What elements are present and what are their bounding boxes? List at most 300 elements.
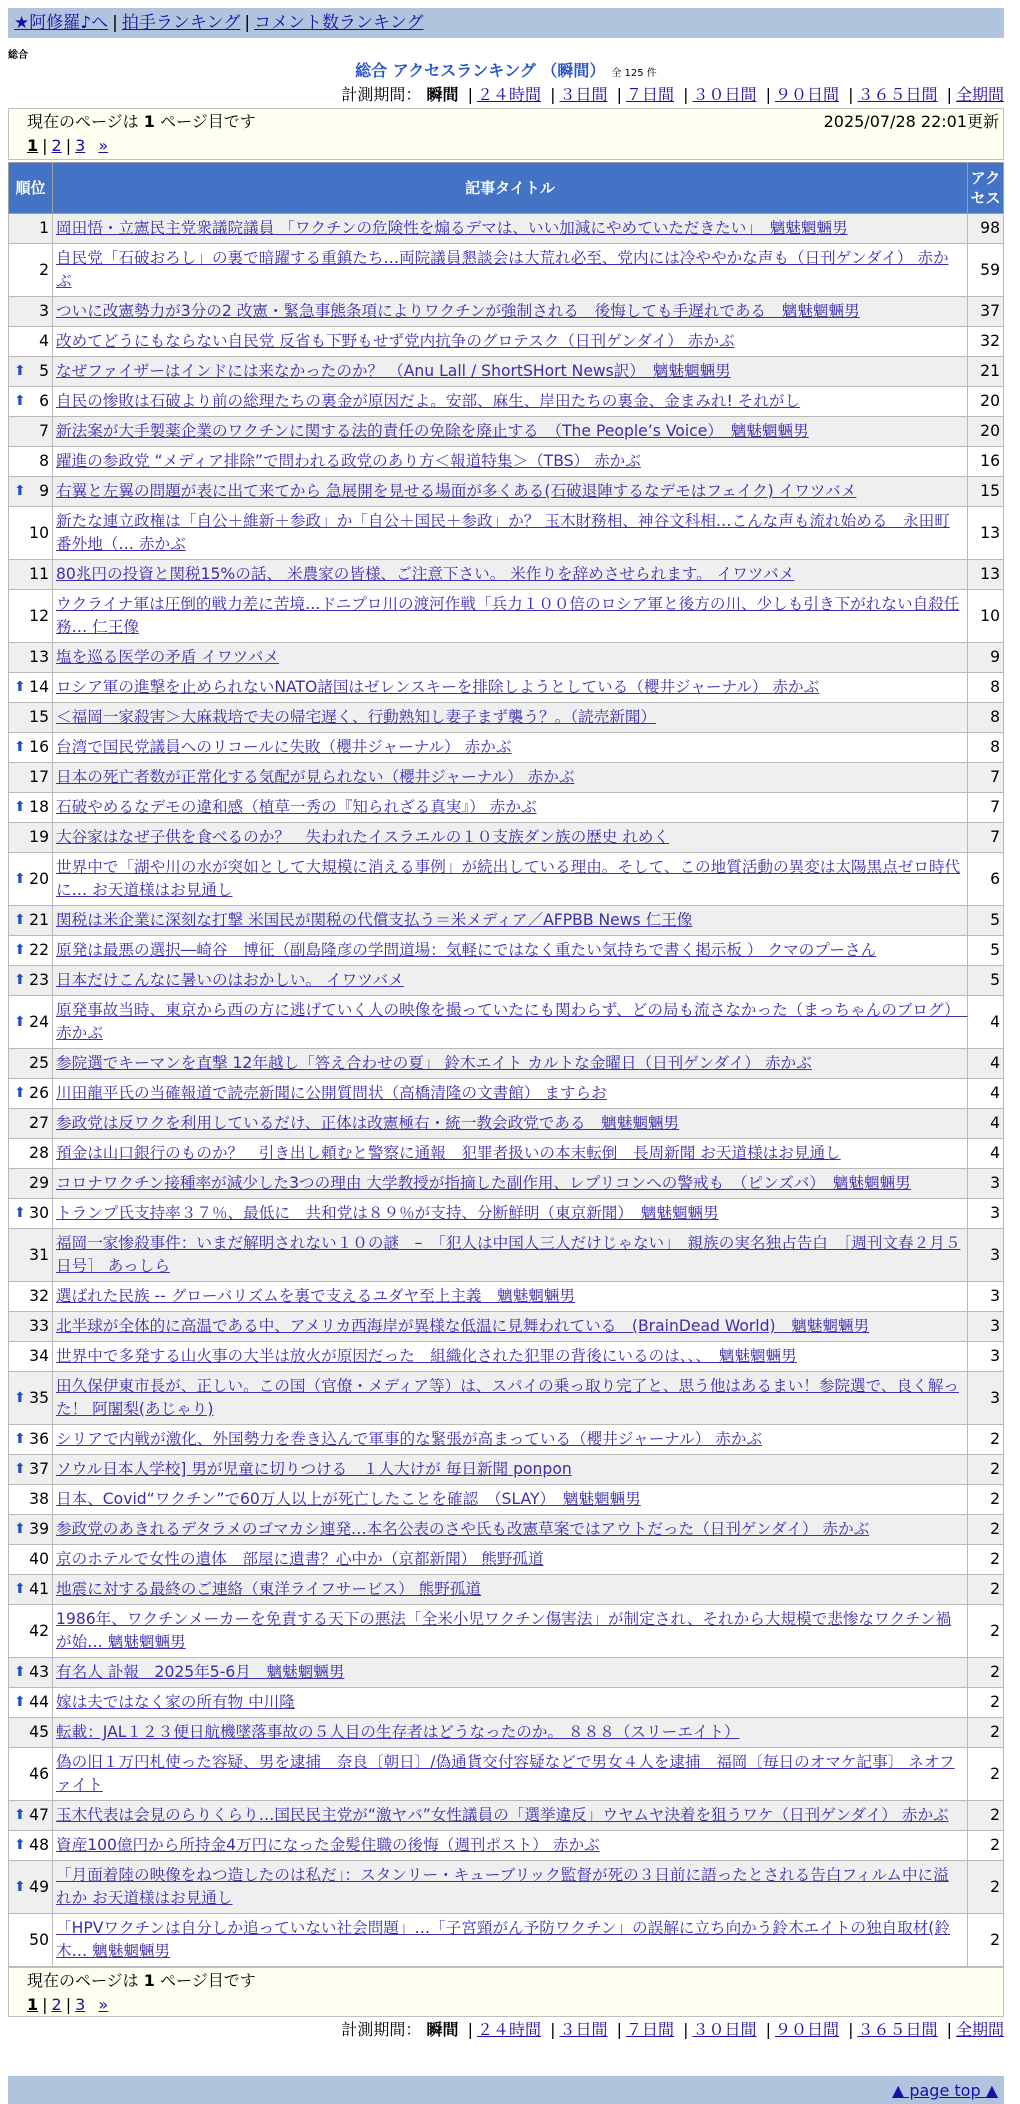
article-title-link[interactable]: 福岡一家惨殺事件：いまだ解明されない１０の謎 – 「犯人は中国人三人だけじゃない」 親族の実名独占告白 ［週刊文春２月５日号］ あっしら: [56, 1234, 961, 1275]
ranking-table: [8, 162, 1004, 1967]
article-title-link[interactable]: 選ばれた民族 -- グローバリズムを裏で支えるユダヤ至上主義 魑魅魍魎男: [56, 1287, 576, 1305]
article-title-link[interactable]: 田久保伊東市長が、正しい。この国（官僚・メディア等）は、スパイの乗っ取り完了と、思う他はあるまい！参院選で、良く解った！ 阿闍梨(あじゃり): [56, 1377, 959, 1418]
up-arrow-icon: ⬆: [14, 1461, 26, 1477]
access-count: 3: [968, 1199, 1004, 1229]
rank-cell: [9, 297, 53, 327]
title-cell: [53, 1169, 968, 1199]
table-row: [9, 1861, 1004, 1914]
rank-cell: [9, 1831, 53, 1861]
title-cell: [53, 1455, 968, 1485]
title-cell: [53, 387, 968, 417]
article-title-link[interactable]: 石破やめるなデモの違和感（植草一秀の『知られざる真実』） 赤かぶ: [56, 798, 537, 816]
up-arrow-icon: ⬆: [14, 1431, 26, 1447]
title-cell: [53, 1282, 968, 1312]
rank-number: 33: [29, 1317, 49, 1335]
category-label: 総合: [8, 50, 28, 61]
rank-cell: [9, 357, 53, 387]
title-cell: [53, 1485, 968, 1515]
table-row: [9, 1229, 1004, 1282]
title-cell: [53, 1914, 968, 1967]
period-selector-top: 計測期間： 瞬間 | ２４時間 | ３日間 | ７日間 | ３０日間 | ９０日間 | ３６５日間 | 全期間: [341, 85, 1004, 104]
top-nav-bar: [8, 8, 1004, 38]
table-row: [9, 590, 1004, 643]
table-row: [9, 417, 1004, 447]
next-page-link[interactable]: »: [98, 1995, 109, 2014]
article-title-link[interactable]: 関税は米企業に深刻な打撃 米国民が関税の代償支払う＝米メディア／AFPBB News 仁王像: [56, 911, 693, 929]
article-title-link[interactable]: 参政党は反ワクを利用しているだけ、正体は改憲極右・統一教会政党である 魑魅魍魎男: [56, 1114, 680, 1132]
article-title-link[interactable]: 世界中で多発する山火事の大半は放火が原因だった 組織化された犯罪の背後にいるのは、、、 魑魅魍魎男: [56, 1347, 797, 1365]
title-cell: [53, 1372, 968, 1425]
rank-number: 21: [29, 911, 49, 929]
access-count: 2: [968, 1575, 1004, 1605]
title-cell: [53, 853, 968, 906]
article-title-link[interactable]: 参院選でキーマンを直撃 12年越し「答え合わせの夏」 鈴木エイト カルトな金曜日（日刊ゲンダイ） 赤かぶ: [56, 1054, 812, 1072]
access-count: 21: [968, 357, 1004, 387]
current-page-text: 現在のページは 1 ページ目です: [27, 1971, 256, 1990]
table-row: [9, 1312, 1004, 1342]
article-title-link[interactable]: 「HPVワクチンは自分しか追っていない社会問題」…「子宮頸がん予防ワクチン」の誤解に立ち向かう鈴木エイトの独自取材(鈴木… 魑魅魍魎男: [56, 1919, 950, 1960]
rank-cell: [9, 1282, 53, 1312]
rank-cell: [9, 1425, 53, 1455]
rank-cell: [9, 763, 53, 793]
up-arrow-icon: ⬆: [14, 679, 26, 695]
title-cell: [53, 560, 968, 590]
title-cell: [53, 763, 968, 793]
article-title-link[interactable]: 新たな連立政権は「自公＋維新＋参政」か「自公＋国民＋参政」か？ 玉木財務相、神谷文科相…こんな声も流れ始める 永田町番外地（… 赤かぶ: [56, 512, 950, 553]
rank-number: 34: [29, 1347, 49, 1365]
rank-cell: [9, 1049, 53, 1079]
rank-number: 10: [29, 523, 49, 542]
title-cell: [53, 1425, 968, 1455]
access-count: 2: [968, 1455, 1004, 1485]
current-page-text: 現在のページは 1 ページ目です: [27, 112, 256, 131]
article-title-link[interactable]: 躍進の参政党 “メディア排除”で問われる政党のあり方＜報道特集＞（TBS） 赤かぶ: [56, 452, 641, 470]
rank-number: 46: [29, 1764, 49, 1783]
rank-cell: [9, 936, 53, 966]
rank-number: 11: [29, 565, 49, 583]
clap-ranking-link[interactable]: 拍手ランキング: [121, 13, 241, 33]
rank-number: 48: [29, 1836, 49, 1854]
article-title-link[interactable]: 川田龍平氏の当確報道で読売新聞に公開質問状（高橋清隆の文書館） ますらお: [56, 1084, 607, 1102]
article-title-link[interactable]: 自民の惨敗は石破より前の総理たちの裏金が原因だよ。安部、麻生、岸田たちの裏金、金まみれ! それがし: [56, 392, 801, 410]
article-title-link[interactable]: ウクライナ軍は圧倒的戦力差に苦境…ドニプロ川の渡河作戦「兵力１００倍のロシア軍と後方の川、少しも引き下がれない自殺任務… 仁王像: [56, 595, 960, 636]
rank-cell: [9, 793, 53, 823]
access-count: 16: [968, 447, 1004, 477]
page-3-link[interactable]: 3: [75, 136, 86, 155]
title-cell: [53, 966, 968, 996]
access-count: 20: [968, 417, 1004, 447]
access-count: 5: [968, 936, 1004, 966]
article-title-link[interactable]: 80兆円の投資と関税15%の話、 米農家の皆様、ご注意下さい。 米作りを辞めさせられます。 イワツバメ: [56, 565, 795, 583]
title-cell: [53, 703, 968, 733]
access-count: 4: [968, 996, 1004, 1049]
page-current: 1: [27, 1995, 39, 2014]
rank-cell: [9, 244, 53, 297]
rank-number: 29: [29, 1174, 49, 1192]
article-title-link[interactable]: 塩を巡る医学の矛盾 イワツバメ: [56, 648, 279, 666]
period-3d-link[interactable]: ３日間: [559, 85, 608, 104]
access-count: 2: [968, 1605, 1004, 1658]
rank-cell: [9, 1914, 53, 1967]
period-24h-link[interactable]: ２４時間: [476, 2020, 541, 2039]
page-links: 1 | 2 | 3 »: [27, 136, 109, 155]
article-title-link[interactable]: ソウル日本人学校] 男が児童に切りつける １人大けが 毎日新聞 ponpon: [56, 1460, 572, 1478]
rank-number: 35: [29, 1388, 49, 1407]
rank-cell: [9, 733, 53, 763]
title-cell: [53, 1049, 968, 1079]
access-count: 6: [968, 853, 1004, 906]
article-title-link[interactable]: 北半球が全体的に高温である中、アメリカ西海岸が異様な低温に見舞われている (BrainDead World) 魑魅魍魎男: [56, 1317, 870, 1335]
up-arrow-icon: ⬆: [14, 1664, 26, 1680]
table-row: [9, 936, 1004, 966]
table-row: [9, 447, 1004, 477]
period-all-link[interactable]: 全期間: [955, 2020, 1004, 2039]
rank-cell: [9, 1688, 53, 1718]
table-row: [9, 1914, 1004, 1967]
period-7d-link[interactable]: ７日間: [625, 2020, 674, 2039]
up-arrow-icon: ⬆: [14, 1581, 26, 1597]
table-row: [9, 1575, 1004, 1605]
article-title-link[interactable]: 岡田悟・立憲民主党衆議院議員 「ワクチンの危険性を煽るデマは、いい加減にやめていただきたい」 魑魅魍魎男: [56, 219, 848, 237]
rank-cell: [9, 853, 53, 906]
article-title-link[interactable]: 新法案が大手製薬企業のワクチンに関する法的責任の免除を廃止する （The People’s Voice） 魑魅魍魎男: [56, 422, 809, 440]
bottom-bar: [8, 2076, 1004, 2104]
article-title-link[interactable]: 日本の死亡者数が正常化する気配が見られない（櫻井ジャーナル） 赤かぶ: [56, 768, 575, 786]
access-count: 59: [968, 244, 1004, 297]
rank-number: 40: [29, 1550, 49, 1568]
article-title-link[interactable]: 1986年、ワクチンメーカーを免責する天下の悪法「全米小児ワクチン傷害法」が制定され、それから大規模で悲惨なワクチン禍が始… 魑魅魍魎男: [56, 1610, 952, 1651]
up-arrow-icon: ⬆: [14, 393, 26, 409]
title-cell: [53, 936, 968, 966]
rank-number: 42: [29, 1621, 49, 1640]
up-arrow-icon: ⬆: [14, 870, 26, 887]
rank-number: 39: [29, 1520, 49, 1538]
title-cell: [53, 1342, 968, 1372]
rank-number: 43: [29, 1663, 49, 1681]
nav-separator: |: [244, 13, 251, 33]
article-title-link[interactable]: 日本だけこんなに暑いのはおかしい。 イワツバメ: [56, 971, 404, 989]
article-title-link[interactable]: 参政党のあきれるデタラメのゴマカシ連発…本名公表のさや氏も改憲草案ではアウトだった（日刊ゲンダイ） 赤かぶ: [56, 1520, 870, 1538]
table-row: [9, 853, 1004, 906]
title-cell: [53, 447, 968, 477]
rank-number: 28: [29, 1144, 49, 1162]
rank-number: 44: [29, 1693, 49, 1711]
title-cell: [53, 214, 968, 244]
access-count: 7: [968, 793, 1004, 823]
up-arrow-icon: ⬆: [14, 363, 26, 379]
article-title-link[interactable]: 転載：JAL１２３便日航機墜落事故の５人目の生存者はどうなったのか。 ８８８（スリーエイト）: [56, 1723, 740, 1741]
rank-number: 22: [29, 941, 49, 959]
rank-cell: [9, 1801, 53, 1831]
rank-cell: [9, 643, 53, 673]
title-cell: [53, 1229, 968, 1282]
rank-number: 9: [39, 482, 49, 500]
page-current: 1: [27, 136, 39, 155]
rank-number: 37: [29, 1460, 49, 1478]
access-count: 5: [968, 906, 1004, 936]
period-90d-link[interactable]: ９０日間: [774, 85, 839, 104]
table-row: [9, 1139, 1004, 1169]
article-title-link[interactable]: 世界中で「湖や川の水が突如として大規模に消える事例」が続出している理由。そして、この地質活動の異変は太陽黒点ゼロ時代に… お天道様はお見通し: [56, 858, 961, 899]
article-title-link[interactable]: 偽の旧１万円札使った容疑、男を逮捕 奈良〔朝日〕/偽通貨交付容疑などで男女４人を逮捕 福岡〔毎日のオマケ記事〕 ネオファイト: [56, 1753, 955, 1794]
title-cell: [53, 793, 968, 823]
period-7d-link[interactable]: ７日間: [625, 85, 674, 104]
rank-cell: [9, 996, 53, 1049]
article-title-link[interactable]: シリアで内戦が激化、外国勢力を巻き込んで軍事的な緊張が高まっている（櫻井ジャーナル） 赤かぶ: [56, 1430, 763, 1448]
access-count: 4: [968, 1109, 1004, 1139]
rank-cell: [9, 214, 53, 244]
title-cell: [53, 297, 968, 327]
up-arrow-icon: ⬆: [14, 739, 26, 755]
access-header: アクセス: [968, 163, 1004, 214]
article-title-link[interactable]: 資産100億円から所持金4万円になった金髪住職の後悔（週刊ポスト） 赤かぶ: [56, 1836, 600, 1854]
rank-number: 41: [29, 1580, 49, 1598]
access-count: 9: [968, 643, 1004, 673]
article-title-link[interactable]: 「月面着陸の映像をねつ造したのは私だ」：スタンリー・キューブリック監督が死の３日前に語ったとされる告白フィルム中に溢れか お天道様はお見通し: [56, 1866, 949, 1907]
rank-number: 17: [29, 768, 49, 786]
rank-number: 38: [29, 1490, 49, 1508]
period-30d-link[interactable]: ３０日間: [692, 2020, 757, 2039]
up-arrow-icon: ⬆: [14, 799, 26, 815]
table-row: [9, 1425, 1004, 1455]
rank-cell: [9, 590, 53, 643]
table-row: [9, 1605, 1004, 1658]
rank-cell: [9, 906, 53, 936]
rank-cell: [9, 1545, 53, 1575]
rank-number: 47: [29, 1806, 49, 1824]
table-row: [9, 244, 1004, 297]
rank-cell: [9, 1342, 53, 1372]
page-title-text: 総合 アクセスランキング （瞬間）: [355, 61, 606, 80]
page-top-link[interactable]: ▲ page top ▲: [891, 2081, 998, 2100]
rank-number: 5: [39, 362, 49, 380]
rank-number: 13: [29, 648, 49, 666]
rank-number: 45: [29, 1723, 49, 1741]
rank-number: 27: [29, 1114, 49, 1132]
up-arrow-icon: ⬆: [14, 942, 26, 958]
rank-cell: [9, 417, 53, 447]
article-title-link[interactable]: トランプ氏支持率３７％、最低に 共和党は８９％が支持、分断鮮明（東京新聞） 魑魅魍魎男: [56, 1204, 719, 1222]
access-count: 15: [968, 477, 1004, 507]
table-row: [9, 1545, 1004, 1575]
article-title-link[interactable]: 預金は山口銀行のものか？ 引き出し頼むと警察に通報 犯罪者扱いの本末転倒 長周新聞 お天道様はお見通し: [56, 1144, 841, 1162]
table-row: [9, 1455, 1004, 1485]
page-2-link[interactable]: 2: [51, 1995, 62, 2014]
period-30d-link[interactable]: ３０日間: [692, 85, 757, 104]
period-all-link[interactable]: 全期間: [955, 85, 1004, 104]
rank-cell: [9, 1169, 53, 1199]
title-cell: [53, 733, 968, 763]
period-365d-link[interactable]: ３６５日間: [857, 2020, 938, 2039]
access-count: 5: [968, 966, 1004, 996]
table-row: [9, 1199, 1004, 1229]
title-cell: [53, 996, 968, 1049]
access-count: 3: [968, 1312, 1004, 1342]
pager-top: [8, 108, 1004, 160]
table-row: [9, 966, 1004, 996]
access-count: 2: [968, 1831, 1004, 1861]
rank-cell: [9, 673, 53, 703]
rank-cell: [9, 327, 53, 357]
table-row: [9, 1801, 1004, 1831]
period-label: 計測期間：: [341, 2020, 422, 2039]
table-row: [9, 1282, 1004, 1312]
rank-number: 8: [39, 452, 49, 470]
article-title-link[interactable]: 地震に対する最終のご連絡（東洋ライフサービス） 熊野孤道: [56, 1580, 482, 1598]
table-row: [9, 1049, 1004, 1079]
rank-number: 7: [39, 422, 49, 440]
period-label: 計測期間：: [341, 85, 422, 104]
title-cell: [53, 1861, 968, 1914]
article-title-link[interactable]: コロナワクチン接種率が減少した3つの理由 大学教授が指摘した副作用、レプリコンへの警戒も （ピンズバ） 魑魅魍魎男: [56, 1174, 911, 1192]
title-cell: [53, 1545, 968, 1575]
access-count: 2: [968, 1515, 1004, 1545]
table-row: [9, 1688, 1004, 1718]
title-header: 記事タイトル: [53, 163, 968, 214]
up-arrow-icon: ⬆: [14, 1205, 26, 1221]
comment-ranking-link[interactable]: コメント数ランキング: [254, 13, 424, 33]
access-count: 13: [968, 560, 1004, 590]
access-count: 7: [968, 823, 1004, 853]
next-page-link[interactable]: »: [98, 136, 109, 155]
rank-number: 31: [29, 1245, 49, 1264]
rank-number: 20: [29, 869, 49, 888]
title-cell: [53, 1079, 968, 1109]
table-row: [9, 703, 1004, 733]
access-count: 2: [968, 1748, 1004, 1801]
up-arrow-icon: ⬆: [14, 912, 26, 928]
table-row: [9, 1718, 1004, 1748]
rank-cell: [9, 1575, 53, 1605]
home-link[interactable]: ★阿修羅♪へ: [14, 13, 109, 33]
rank-number: 19: [29, 828, 49, 846]
access-count: 10: [968, 590, 1004, 643]
rank-cell: [9, 1199, 53, 1229]
title-cell: [53, 1801, 968, 1831]
up-arrow-icon: ⬆: [14, 1807, 26, 1823]
rank-number: 15: [29, 708, 49, 726]
article-title-link[interactable]: 玉木代表は会見のらりくらり…国民民主党が“激ヤバ”女性議員の「選挙違反」ウヤムヤ決着を狙うワケ（日刊ゲンダイ） 赤かぶ: [56, 1806, 949, 1824]
title-cell: [53, 1658, 968, 1688]
table-header-row: [9, 163, 1004, 214]
article-title-link[interactable]: 有名人 訃報 2025年5-6月 魑魅魍魎男: [56, 1663, 345, 1681]
title-cell: [53, 1515, 968, 1545]
table-row: [9, 1748, 1004, 1801]
rank-cell: [9, 823, 53, 853]
article-title-link[interactable]: 京のホテルで女性の遺体 部屋に遺書？心中か（京都新聞） 熊野孤道: [56, 1550, 544, 1568]
rank-number: 12: [29, 606, 49, 625]
access-count: 3: [968, 1169, 1004, 1199]
article-title-link[interactable]: ＜福岡一家殺害＞大麻栽培で夫の帰宅遅く、行動熟知し妻子まず襲う？。（読売新聞）: [56, 708, 657, 726]
article-title-link[interactable]: 大谷家はなぜ子供を食べるのか？ 失われたイスラエルの１０支族ダン族の歴史 れめく: [56, 828, 670, 846]
article-title-link[interactable]: 原発事故当時、東京から西の方に逃げていく人の映像を撮っていたにも関わらず、どの局も流さなかった（まっちゃんのブログ） 赤かぶ: [56, 1001, 968, 1042]
rank-cell: [9, 1079, 53, 1109]
page-3-link[interactable]: 3: [75, 1995, 86, 2014]
title-cell: [53, 1109, 968, 1139]
table-row: [9, 1485, 1004, 1515]
period-3d-link[interactable]: ３日間: [559, 2020, 608, 2039]
rank-number: 36: [29, 1430, 49, 1448]
period-365d-link[interactable]: ３６５日間: [857, 85, 938, 104]
updated-timestamp: 2025/07/28 22:01更新: [823, 112, 999, 131]
access-count: 7: [968, 763, 1004, 793]
table-row: [9, 763, 1004, 793]
access-count: 2: [968, 1861, 1004, 1914]
access-count: 3: [968, 1342, 1004, 1372]
table-row: [9, 560, 1004, 590]
up-arrow-icon: ⬆: [14, 1013, 26, 1030]
access-count: 8: [968, 733, 1004, 763]
article-title-link[interactable]: ロシア軍の進撃を止められないNATO諸国はゼレンスキーを排除しようとしている（櫻井ジャーナル） 赤かぶ: [56, 678, 820, 696]
rank-cell: [9, 1229, 53, 1282]
table-row: [9, 906, 1004, 936]
table-row: [9, 297, 1004, 327]
title-cell: [53, 643, 968, 673]
article-title-link[interactable]: 台湾で国民党議員へのリコールに失敗（櫻井ジャーナル） 赤かぶ: [56, 738, 512, 756]
rank-cell: [9, 1515, 53, 1545]
table-row: [9, 1372, 1004, 1425]
access-count: 4: [968, 1139, 1004, 1169]
table-row: [9, 507, 1004, 560]
article-title-link[interactable]: 改めてどうにもならない自民党 反省も下野もせず党内抗争のグロテスク（日刊ゲンダイ） 赤かぶ: [56, 332, 735, 350]
page-links: 1 | 2 | 3 »: [27, 1995, 109, 2014]
rank-cell: [9, 507, 53, 560]
nav-separator: |: [112, 13, 118, 33]
article-title-link[interactable]: 自民党「石破おろし」の裏で暗躍する重鎮たち…両院議員懇談会は大荒れ必至、党内には冷ややかな声も（日刊ゲンダイ） 赤かぶ: [56, 249, 949, 290]
access-count: 2: [968, 1718, 1004, 1748]
title-cell: [53, 1605, 968, 1658]
article-title-link[interactable]: 日本、Covid“ワクチン”で60万人以上が死亡したことを確認 （SLAY） 魑魅魍魎男: [56, 1490, 641, 1508]
access-count: 13: [968, 507, 1004, 560]
title-cell: [53, 357, 968, 387]
rank-number: 3: [39, 302, 49, 320]
rank-header: 順位: [9, 163, 53, 214]
rank-number: 4: [39, 332, 49, 350]
article-title-link[interactable]: 原発は最悪の選択―崎谷 博征（副島隆彦の学問道場：気軽にではなく重たい気持ちで書く掲示板 ） クマのプーさん: [56, 941, 877, 959]
title-cell: [53, 477, 968, 507]
page-2-link[interactable]: 2: [51, 136, 62, 155]
table-row: [9, 1658, 1004, 1688]
period-24h-link[interactable]: ２４時間: [476, 85, 541, 104]
title-cell: [53, 906, 968, 936]
access-count: 2: [968, 1485, 1004, 1515]
rank-number: 2: [39, 260, 49, 279]
access-count: 4: [968, 1049, 1004, 1079]
rank-cell: [9, 387, 53, 417]
table-row: [9, 1342, 1004, 1372]
article-title-link[interactable]: 嫁は夫ではなく家の所有物 中川隆: [56, 1693, 295, 1711]
up-arrow-icon: ⬆: [14, 1085, 26, 1101]
table-row: [9, 793, 1004, 823]
article-title-link[interactable]: なぜファイザーはインドには来なかったのか？ （Anu Lall / ShortSHort News訳） 魑魅魍魎男: [56, 362, 731, 380]
access-count: 2: [968, 1545, 1004, 1575]
access-count: 2: [968, 1658, 1004, 1688]
article-title-link[interactable]: 右翼と左翼の問題が表に出て来てから 急展開を見せる場面が多くある(石破退陣するなデモはフェイク) イワツバメ: [56, 482, 857, 500]
rank-cell: [9, 966, 53, 996]
access-count: 2: [968, 1425, 1004, 1455]
rank-cell: [9, 1455, 53, 1485]
article-title-link[interactable]: ついに改憲勢力が3分の2 改憲・緊急事態条項によりワクチンが強制される 後悔しても手遅れである 魑魅魍魎男: [56, 302, 860, 320]
pager-bottom: [8, 1967, 1004, 2017]
title-cell: [53, 1139, 968, 1169]
rank-cell: [9, 703, 53, 733]
rank-number: 23: [29, 971, 49, 989]
period-current: 瞬間: [426, 85, 459, 104]
table-row: [9, 996, 1004, 1049]
period-90d-link[interactable]: ９０日間: [774, 2020, 839, 2039]
up-arrow-icon: ⬆: [14, 1837, 26, 1853]
up-arrow-icon: ⬆: [14, 483, 26, 499]
